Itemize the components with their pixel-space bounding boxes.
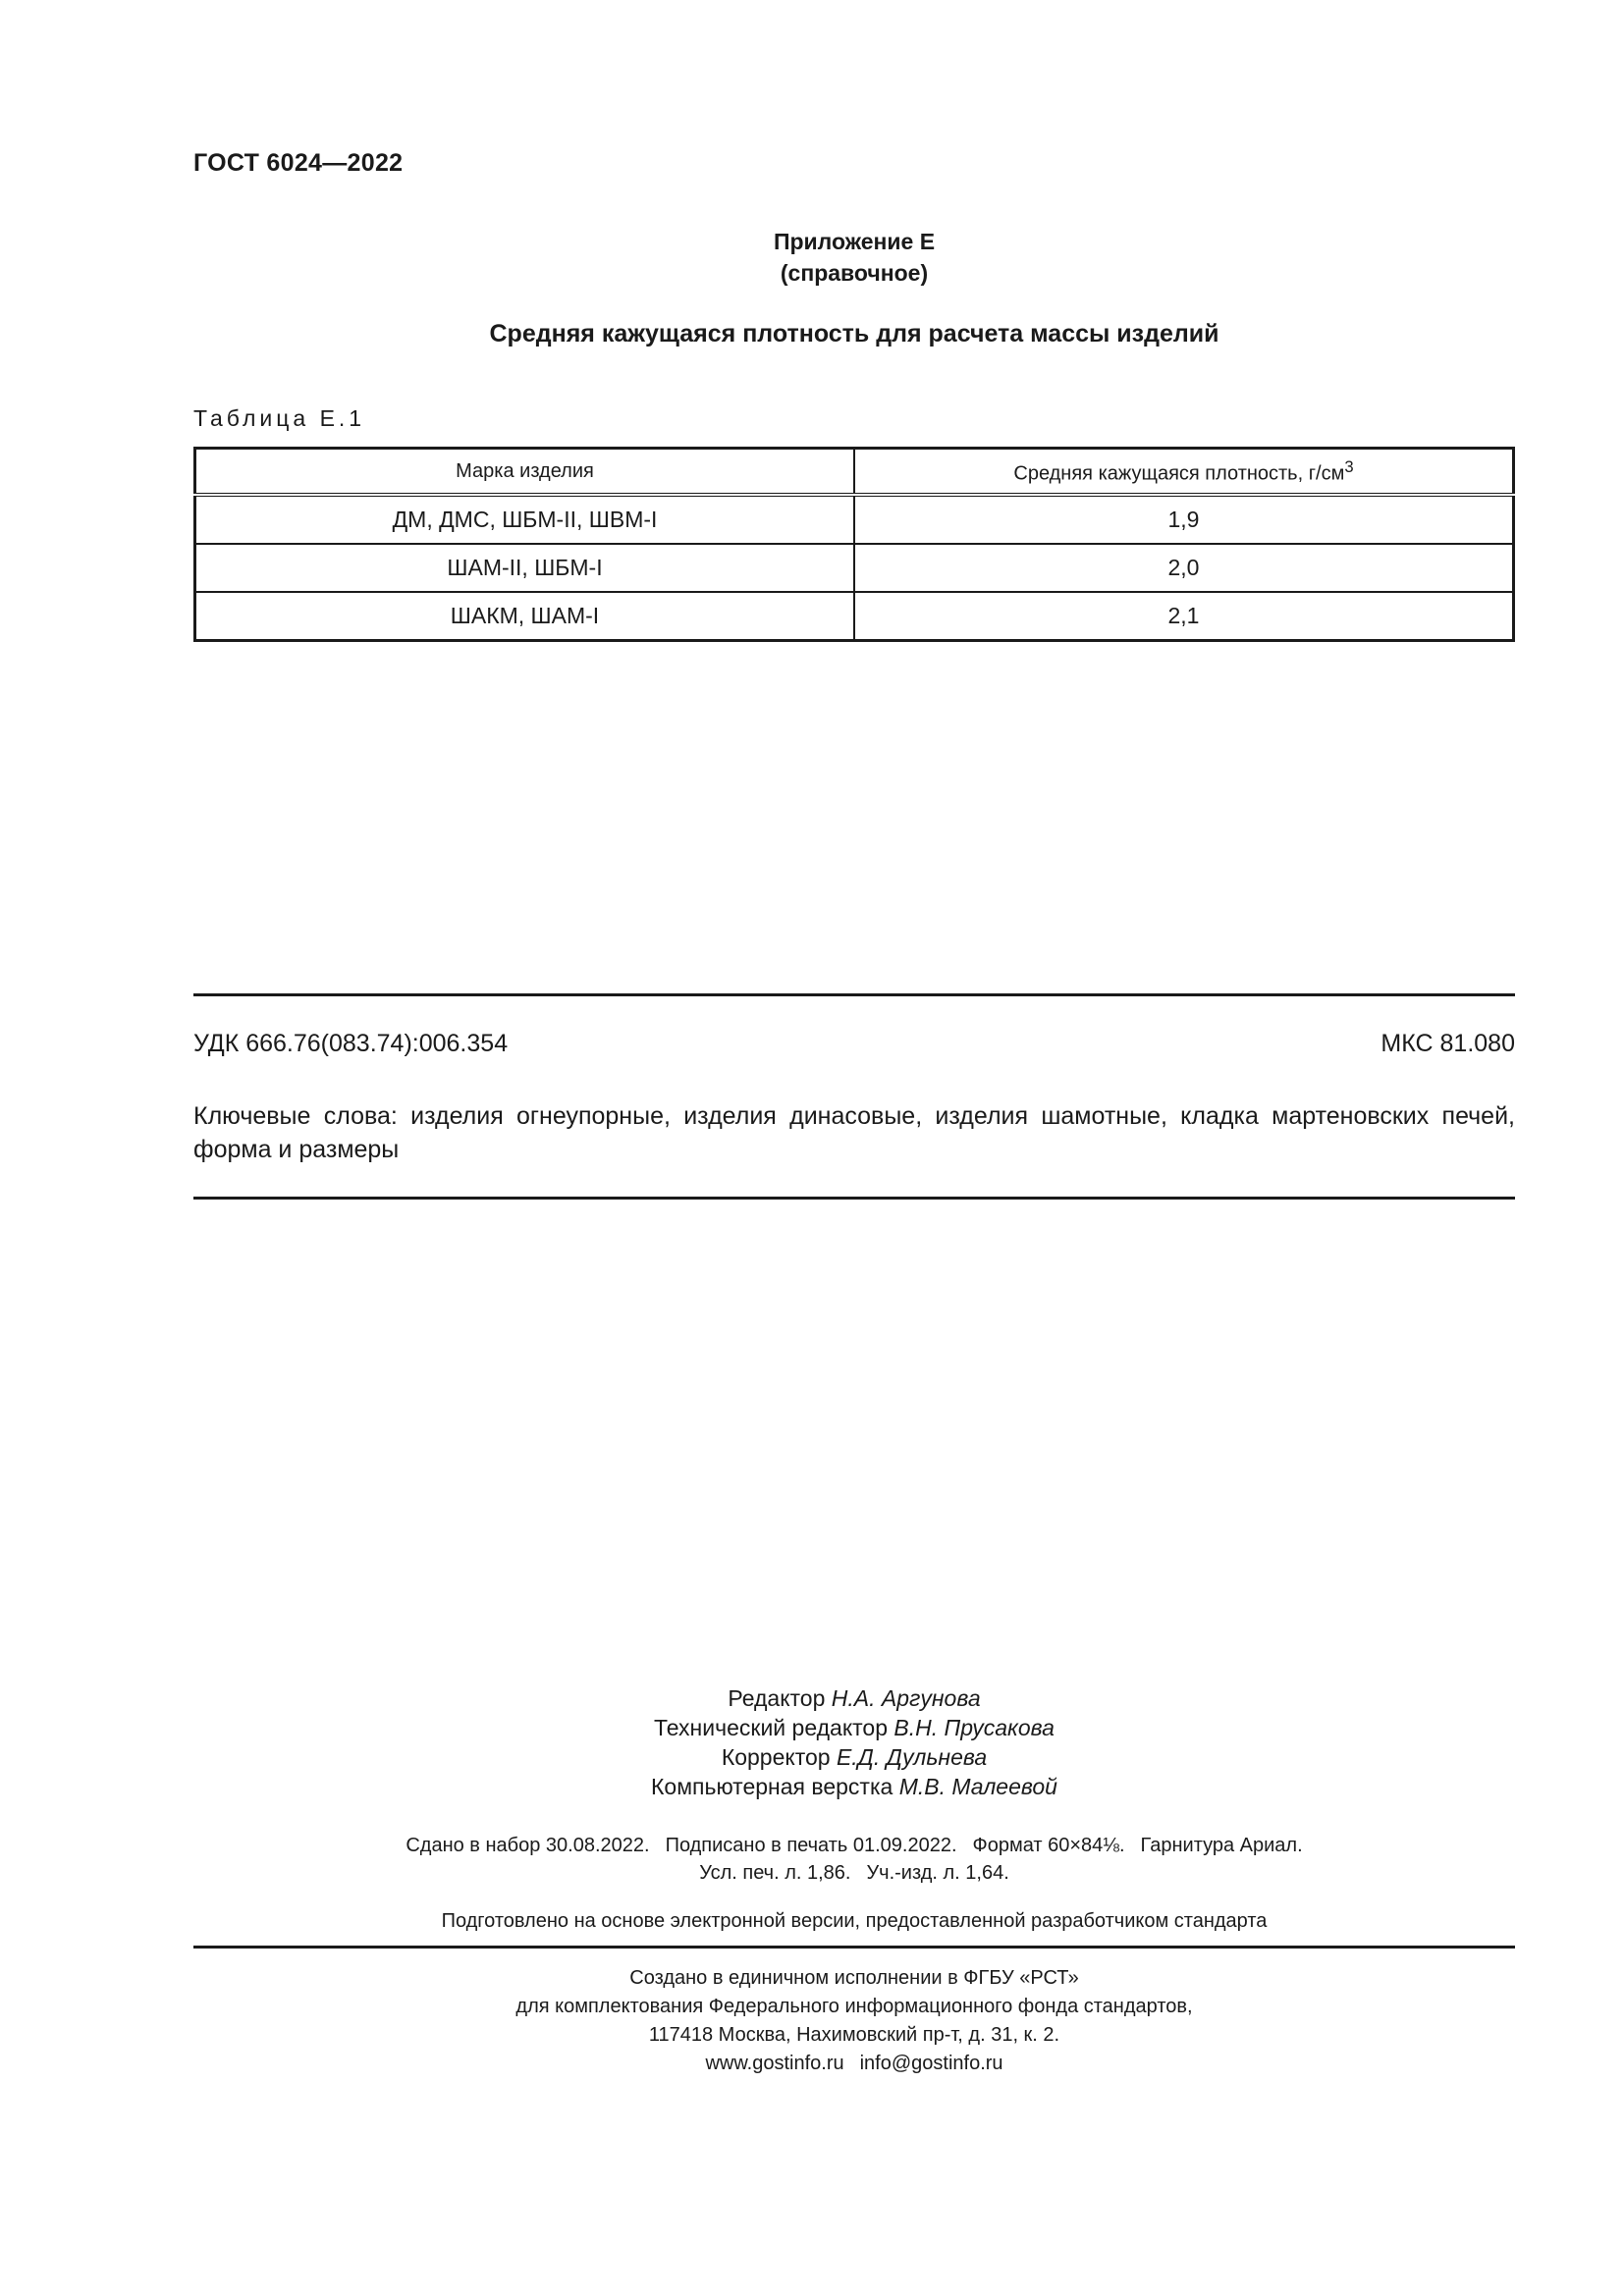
document-header: ГОСТ 6024—2022 (193, 149, 404, 177)
staff-credits (193, 1683, 1515, 1801)
cell-density: 2,0 (854, 544, 1514, 592)
publication-info (193, 1832, 1515, 1887)
keywords: Ключевые слова: изделия огнеупорные, изделия динасовые, изделия шамотные, кладка мартеновских печей, форма и размеры (193, 1102, 1515, 1163)
table-row (195, 592, 1514, 641)
table-row (195, 544, 1514, 592)
cell-mark: ДМ, ДМС, ШБМ-II, ШВМ-I (195, 495, 855, 544)
unit-superscript: 3 (1344, 456, 1354, 476)
prepared-note: Подготовлено на основе электронной версии, предоставленной разработчиком стандарта (441, 1910, 1268, 1932)
staff-line: Корректор Е.Д. Дульнева (721, 1744, 988, 1770)
section-title: Средняя кажущаяся плотность для расчета массы изделий (489, 320, 1219, 347)
email-link[interactable]: info@gostinfo.ru (859, 2053, 1003, 2074)
udk-code: УДК 666.76(083.74):006.354 (193, 1030, 509, 1057)
footer-links (193, 2050, 1515, 2078)
appendix-heading (193, 226, 1515, 289)
mks-code: МКС 81.080 (1380, 1030, 1515, 1057)
cell-density: 2,1 (854, 592, 1514, 641)
table-row (195, 495, 1514, 544)
footer-line-2: для комплектования Федерального информационного фонда стандартов, (515, 1996, 1193, 2017)
footer-line-3: 117418 Москва, Нахимовский пр-т, д. 31, к. 2. (648, 2024, 1060, 2046)
staff-line: Технический редактор В.Н. Прусакова (654, 1715, 1055, 1740)
footer-line-1: Создано в единичном исполнении в ФГБУ «РСТ» (629, 1967, 1079, 1989)
table-header-row (195, 449, 1514, 496)
footer (193, 1964, 1515, 2078)
staff-line: Редактор Н.А. Аргунова (728, 1685, 981, 1711)
divider-footer (193, 1946, 1515, 1949)
website-link[interactable]: www.gostinfo.ru (705, 2053, 844, 2074)
header-density: Средняя кажущаяся плотность, $г/см^3$ (854, 449, 1514, 496)
staff-line: Компьютерная верстка М.В. Малеевой (651, 1774, 1057, 1799)
header-mark: Марка изделия (195, 449, 855, 496)
cell-mark: ШАМ-II, ШБМ-I (195, 544, 855, 592)
publication-line-1: Сдано в набор 30.08.2022. Подписано в печать 01.09.2022. Формат 60×84⅛. Гарнитура Ариал. (406, 1835, 1303, 1856)
table-label: Таблица Е.1 (193, 405, 366, 431)
appendix-subtitle: (справочное) (780, 260, 929, 286)
appendix-title: Приложение Е (773, 229, 936, 254)
cell-density: 1,9 (854, 495, 1514, 544)
cell-mark: ШАКМ, ШАМ-I (195, 592, 855, 641)
density-table (193, 447, 1515, 642)
divider-bottom (193, 1197, 1515, 1200)
divider-top (193, 993, 1515, 996)
publication-line-2: Усл. печ. л. 1,86. Уч.-изд. л. 1,64. (699, 1862, 1009, 1884)
